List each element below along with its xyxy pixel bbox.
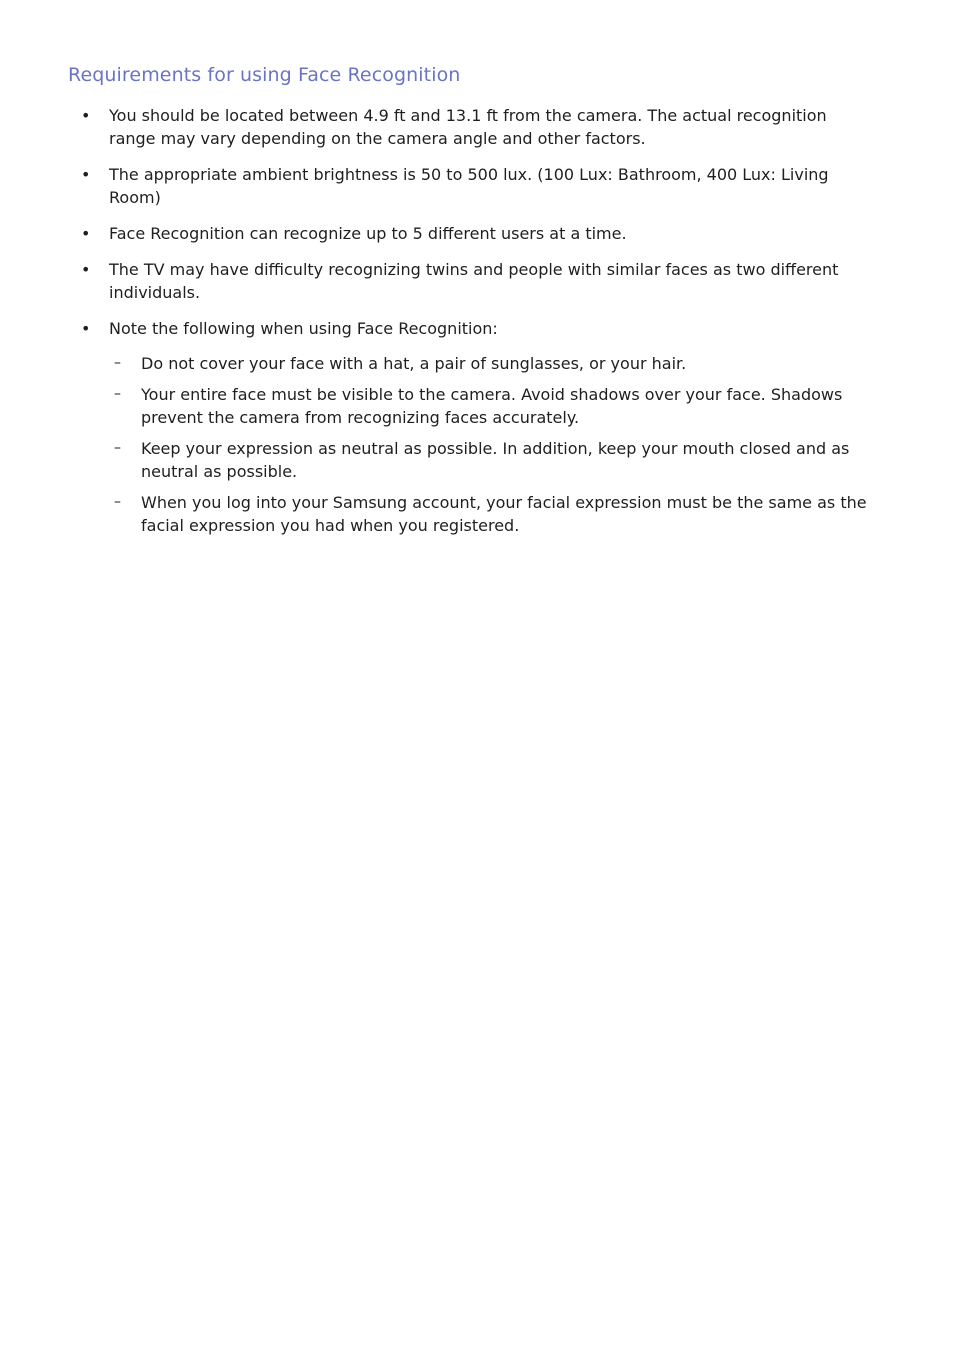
dash-icon: –	[114, 494, 121, 510]
section-heading: Requirements for using Face Recognition	[68, 64, 461, 86]
bullet-icon: •	[81, 319, 91, 338]
bullet-icon: •	[81, 165, 91, 184]
sub-list	[109, 352, 877, 537]
dash-icon: –	[114, 440, 121, 456]
requirements-list	[0, 104, 954, 550]
sub-list-item	[114, 491, 869, 537]
list-item	[0, 258, 877, 304]
list-item	[0, 163, 877, 209]
sub-list-item	[114, 352, 869, 375]
list-item	[0, 104, 877, 150]
list-item	[0, 317, 877, 537]
bullet-icon: •	[81, 106, 91, 125]
sub-list-item	[114, 383, 869, 429]
sub-list-item-text: When you log into your Samsung account, your facial expression must be the same as the facial expression you had when you registered.	[141, 493, 867, 535]
bullet-icon: •	[81, 224, 91, 243]
dash-icon: –	[114, 386, 121, 402]
list-item-text: Face Recognition can recognize up to 5 different users at a time.	[109, 224, 627, 243]
sub-list-item	[114, 437, 869, 483]
list-item-text: The appropriate ambient brightness is 50 to 500 lux. (100 Lux: Bathroom, 400 Lux: Living Room)	[109, 165, 829, 207]
sub-list-item-text: Your entire face must be visible to the camera. Avoid shadows over your face. Shadows prevent the camera from recognizing faces accurately.	[141, 385, 843, 427]
sub-list-item-text: Keep your expression as neutral as possible. In addition, keep your mouth closed and as neutral as possible.	[141, 439, 850, 481]
list-item-text: You should be located between 4.9 ft and 13.1 ft from the camera. The actual recognition range may vary depending on the camera angle and other factors.	[109, 106, 827, 148]
list-item-text: Note the following when using Face Recognition:	[109, 319, 498, 338]
sub-list-item-text: Do not cover your face with a hat, a pair of sunglasses, or your hair.	[141, 354, 687, 373]
list-item-text: The TV may have difficulty recognizing twins and people with similar faces as two different individuals.	[109, 260, 839, 302]
bullet-icon: •	[81, 260, 91, 279]
dash-icon: –	[114, 355, 121, 371]
list-item	[0, 222, 877, 245]
